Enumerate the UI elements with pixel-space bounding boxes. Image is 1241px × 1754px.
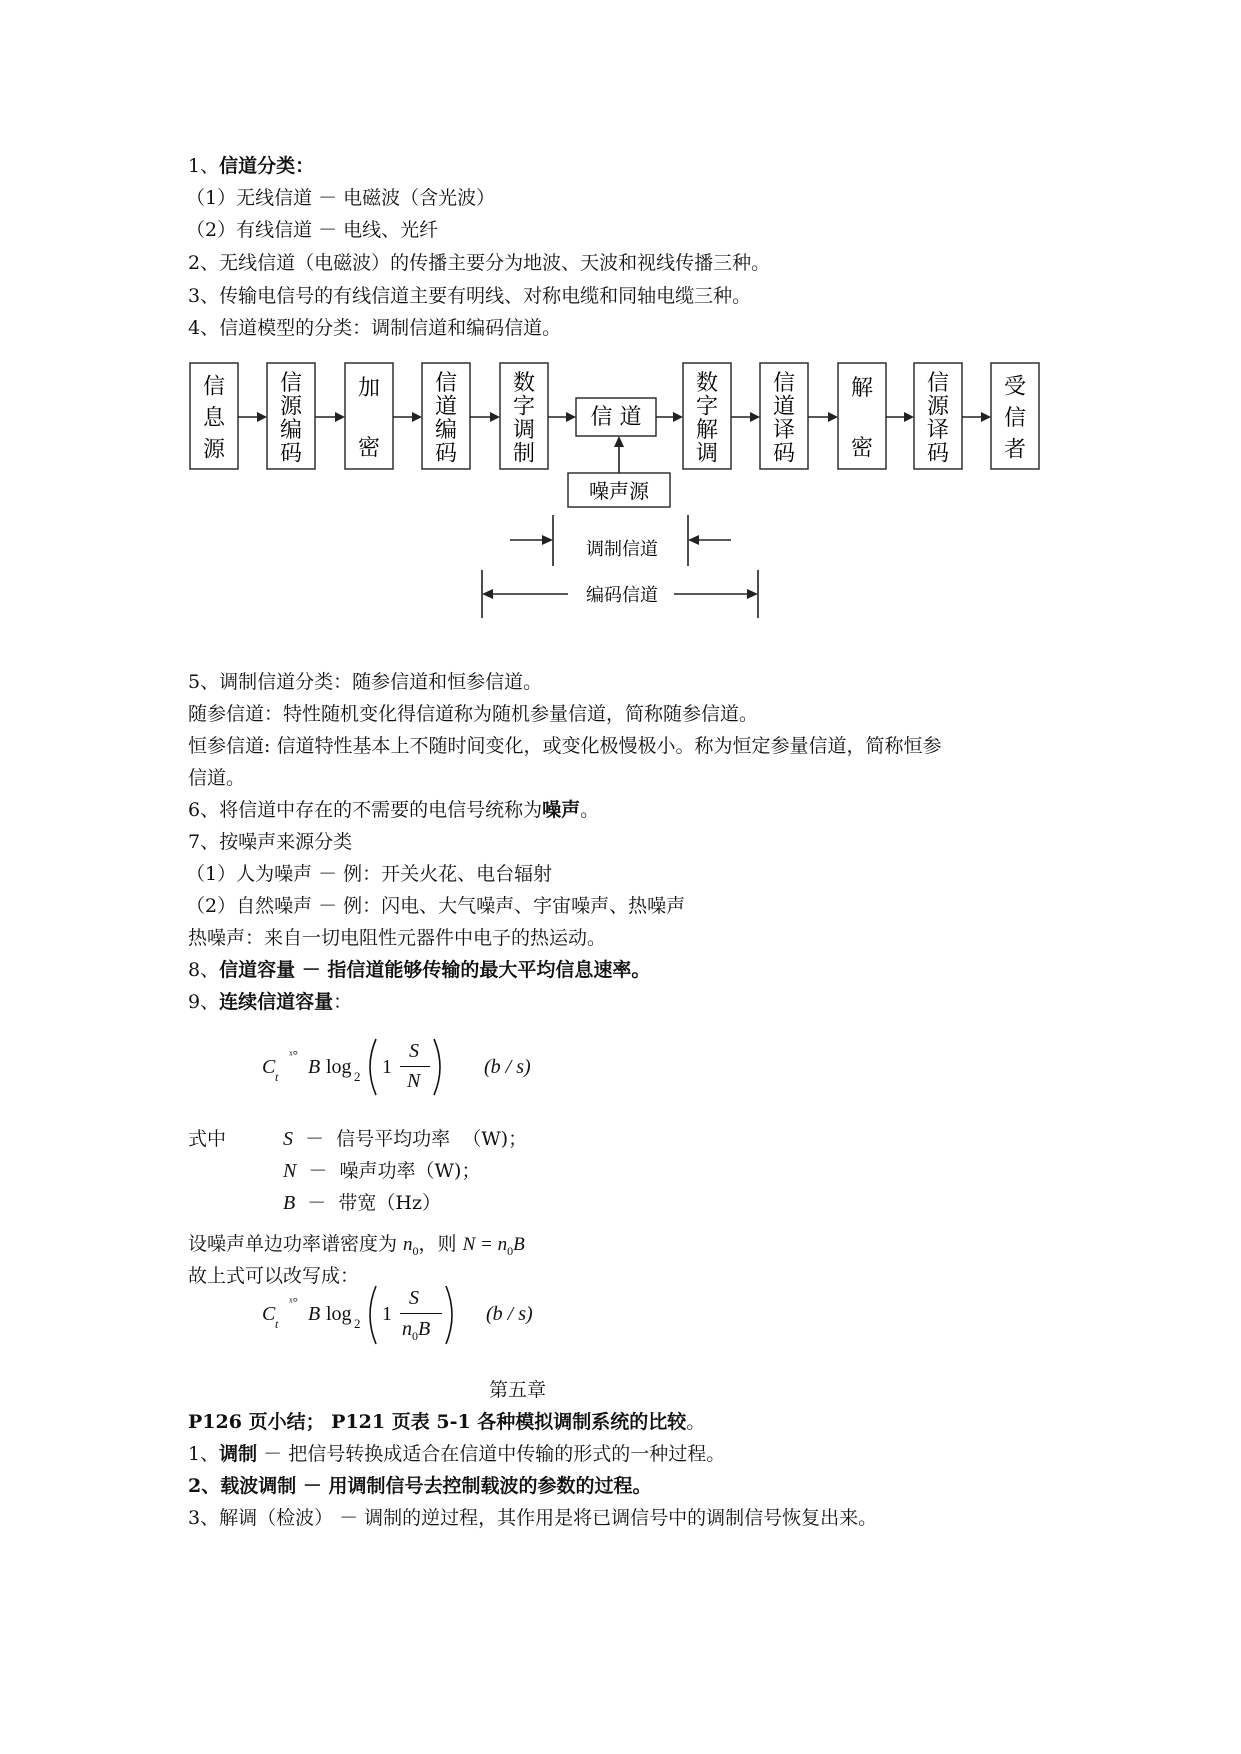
block-char: 数 [512, 370, 536, 396]
block-char: 解 [850, 376, 874, 401]
formula-B: B [308, 1056, 321, 1078]
item-6-end: 。 [580, 799, 600, 821]
formula-C: C [262, 1056, 276, 1078]
formula2-one: 1 [382, 1303, 392, 1325]
where-row [283, 1127, 527, 1151]
modulation-channel-label: 调制信道 [586, 539, 658, 560]
right-paren [428, 1037, 448, 1097]
block-char: 源 [202, 437, 226, 463]
fraction-bar-2 [400, 1313, 442, 1314]
block-char: 调 [695, 441, 719, 467]
item-9-text: 连续信道容量 [219, 991, 334, 1013]
flow-arrowhead [981, 412, 991, 422]
den-B: B [418, 1318, 431, 1340]
item-8 [188, 958, 650, 982]
summary-text: P126 页小结； P121 页表 5-1 各种模拟调制系统的比较 [188, 1411, 687, 1433]
n0-symbol: n [403, 1234, 413, 1255]
block-char: 制 [512, 441, 536, 467]
block-char: 码 [772, 441, 796, 467]
flow-arrowhead [335, 412, 345, 422]
ch5-item-2: 2、载波调制 － 用调制信号去控制载波的参数的过程。 [188, 1475, 652, 1497]
block-char: 息 [202, 406, 226, 431]
block-char: 译 [772, 417, 796, 443]
block-label: 信 道 [590, 405, 642, 430]
item-2: 2、无线信道（电磁波）的传播主要分为地波、天波和视线传播三种。 [188, 252, 771, 274]
flow-arrowhead [750, 412, 760, 422]
flow-arrowhead [490, 412, 500, 422]
block-char: 数 [695, 370, 719, 396]
block-char: 加 [357, 376, 381, 401]
item-8-text: 信道容量 － 指信道能够传输的最大平均信息速率。 [219, 959, 651, 981]
block-char: 受 [1003, 374, 1027, 400]
summary-end: 。 [686, 1411, 706, 1433]
flow-arrowhead [412, 412, 422, 422]
where-label: 式中 [188, 1128, 227, 1150]
block-char: 密 [357, 436, 381, 461]
block-char: 信 [926, 370, 950, 396]
chapter-5-title: 第五章 [489, 1379, 547, 1401]
formula-sub-t: t [275, 1070, 279, 1084]
where-row [283, 1159, 480, 1183]
formula2-B: B [308, 1303, 321, 1325]
noise-psd-line [188, 1232, 525, 1263]
formula2-unit: (b / s) [486, 1303, 533, 1325]
where-description: － 带宽（Hz） [295, 1192, 441, 1214]
constant-channel-def-2: 信道。 [188, 767, 246, 789]
left-paren [362, 1037, 382, 1097]
block-char: 信 [772, 370, 796, 396]
chapter-5-summary [188, 1410, 705, 1434]
formula2-denominator [402, 1317, 430, 1348]
block-char: 字 [695, 394, 719, 420]
formula-unit: (b / s) [484, 1056, 531, 1078]
formula2-sub-t: t [275, 1317, 279, 1331]
item-5: 5、调制信道分类：随参信道和恒参信道。 [188, 671, 543, 693]
where-row [283, 1191, 441, 1215]
block-char: 信 [279, 370, 303, 396]
block-char: 信 [202, 374, 226, 400]
block-char: 译 [926, 417, 950, 443]
flow-arrowhead [257, 412, 267, 422]
code-span-left-head [482, 589, 493, 599]
block-char: 调 [512, 417, 536, 443]
block-char: 源 [279, 394, 303, 420]
item-6 [188, 798, 599, 822]
where-description: － 信号平均功率 （W)； [293, 1128, 528, 1150]
where-symbol: B [283, 1192, 296, 1214]
block-char: 信 [434, 370, 458, 396]
channel-model-diagram [0, 0, 1241, 640]
flow-arrowhead [566, 412, 576, 422]
formula-denominator: N [407, 1070, 421, 1092]
where-symbol: N [283, 1160, 297, 1182]
block-char: 密 [850, 436, 874, 461]
block-char: 道 [772, 394, 796, 420]
formula-one: 1 [382, 1056, 392, 1078]
formula2-log-base: 2 [354, 1316, 361, 1331]
n-eq: N = n [462, 1234, 508, 1255]
formula-log: log [326, 1056, 352, 1078]
item-7a: （1）人为噪声 － 例：开关火花、电台辐射 [186, 863, 553, 885]
noise-arrowhead [614, 436, 624, 447]
constant-channel-def-1: 恒参信道: 信道特性基本上不随时间变化，或变化极慢极小。称为恒定参量信道，简称恒参 [188, 735, 942, 757]
block-char: 信 [1003, 406, 1027, 431]
formula2-garbled-glyph: ˣ° [289, 1294, 298, 1309]
flow-arrowhead [673, 412, 683, 422]
ch5-item-1-term: 调制 [219, 1443, 258, 1465]
code-span-right-head [747, 589, 758, 599]
ch5-item-1 [188, 1442, 725, 1466]
flow-arrowhead [828, 412, 838, 422]
block-char: 解 [695, 417, 719, 443]
item-1-number: 1、 [188, 155, 220, 177]
item-1-heading: 信道分类： [219, 155, 315, 177]
item-1b: （2）有线信道 － 电线、光纤 [186, 219, 439, 241]
block-char: 码 [279, 441, 303, 467]
den-sub: 0 [412, 1329, 418, 1343]
ch5-item-1-rest: － 把信号转换成适合在信道中传输的形式的一种过程。 [257, 1443, 726, 1465]
noise-source-label: 噪声源 [589, 479, 649, 503]
noise-psd-mid: ，则 [418, 1233, 463, 1255]
block-char: 者 [1003, 437, 1027, 463]
mod-span-right-head [688, 535, 699, 545]
block-char: 编 [434, 417, 458, 443]
left-paren-2 [362, 1284, 382, 1346]
capacity-formula-1 [262, 1035, 562, 1105]
block-char: 码 [434, 441, 458, 467]
item-1a: （1）无线信道 － 电磁波（含光波） [186, 187, 496, 209]
item-9-number: 9、 [188, 991, 220, 1013]
item-9 [188, 990, 352, 1014]
item-7: 7、按噪声来源分类 [188, 831, 353, 853]
fraction-bar [400, 1066, 430, 1067]
block-char: 码 [926, 441, 950, 467]
right-paren-2 [440, 1284, 460, 1346]
flow-arrowhead [904, 412, 914, 422]
block-char: 字 [512, 394, 536, 420]
noise-psd-text: 设噪声单边功率谱密度为 [188, 1233, 404, 1255]
item-7b: （2）自然噪声 － 例：闪电、大气噪声、宇宙噪声、热噪声 [186, 895, 686, 917]
n-eq-B: B [513, 1234, 525, 1255]
formula-numerator: S [409, 1040, 419, 1062]
item-8-number: 8、 [188, 959, 220, 981]
item-9-colon: ： [333, 991, 353, 1013]
formula-garbled-glyph: ˣ° [289, 1047, 298, 1062]
formula2-numerator: S [409, 1287, 419, 1309]
block-char: 编 [279, 417, 303, 443]
where-description: － 噪声功率（W)； [296, 1160, 481, 1182]
formula2-C: C [262, 1303, 276, 1325]
ch5-item-3: 3、解调（检波） － 调制的逆过程，其作用是将已调信号中的调制信号恢复出来。 [188, 1507, 878, 1529]
rewrite-line: 故上式可以改写成： [188, 1265, 360, 1287]
coding-channel-label: 编码信道 [586, 585, 658, 606]
mod-span-left-head [542, 535, 553, 545]
n0-subscript: 0 [412, 1243, 419, 1258]
random-channel-def: 随参信道：特性随机变化得信道称为随机参量信道，简称随参信道。 [188, 703, 759, 725]
den-n: n [402, 1318, 412, 1340]
thermal-noise-def: 热噪声：来自一切电阻性元器件中电子的热运动。 [188, 927, 607, 949]
n-eq-subscript: 0 [507, 1243, 514, 1258]
block-char: 道 [434, 394, 458, 420]
item-4: 4、信道模型的分类：调制信道和编码信道。 [188, 317, 562, 339]
formula-log-base: 2 [354, 1069, 361, 1084]
ch5-item-1-number: 1、 [188, 1443, 220, 1465]
item-6-noise-term: 噪声 [542, 799, 581, 821]
item-6-text: 6、将信道中存在的不需要的电信号统称为 [188, 799, 543, 821]
capacity-formula-2 [262, 1282, 562, 1352]
formula2-log: log [326, 1303, 352, 1325]
where-symbol: S [283, 1128, 293, 1150]
block-char: 源 [926, 394, 950, 420]
item-3: 3、传输电信号的有线信道主要有明线、对称电缆和同轴电缆三种。 [188, 285, 752, 307]
